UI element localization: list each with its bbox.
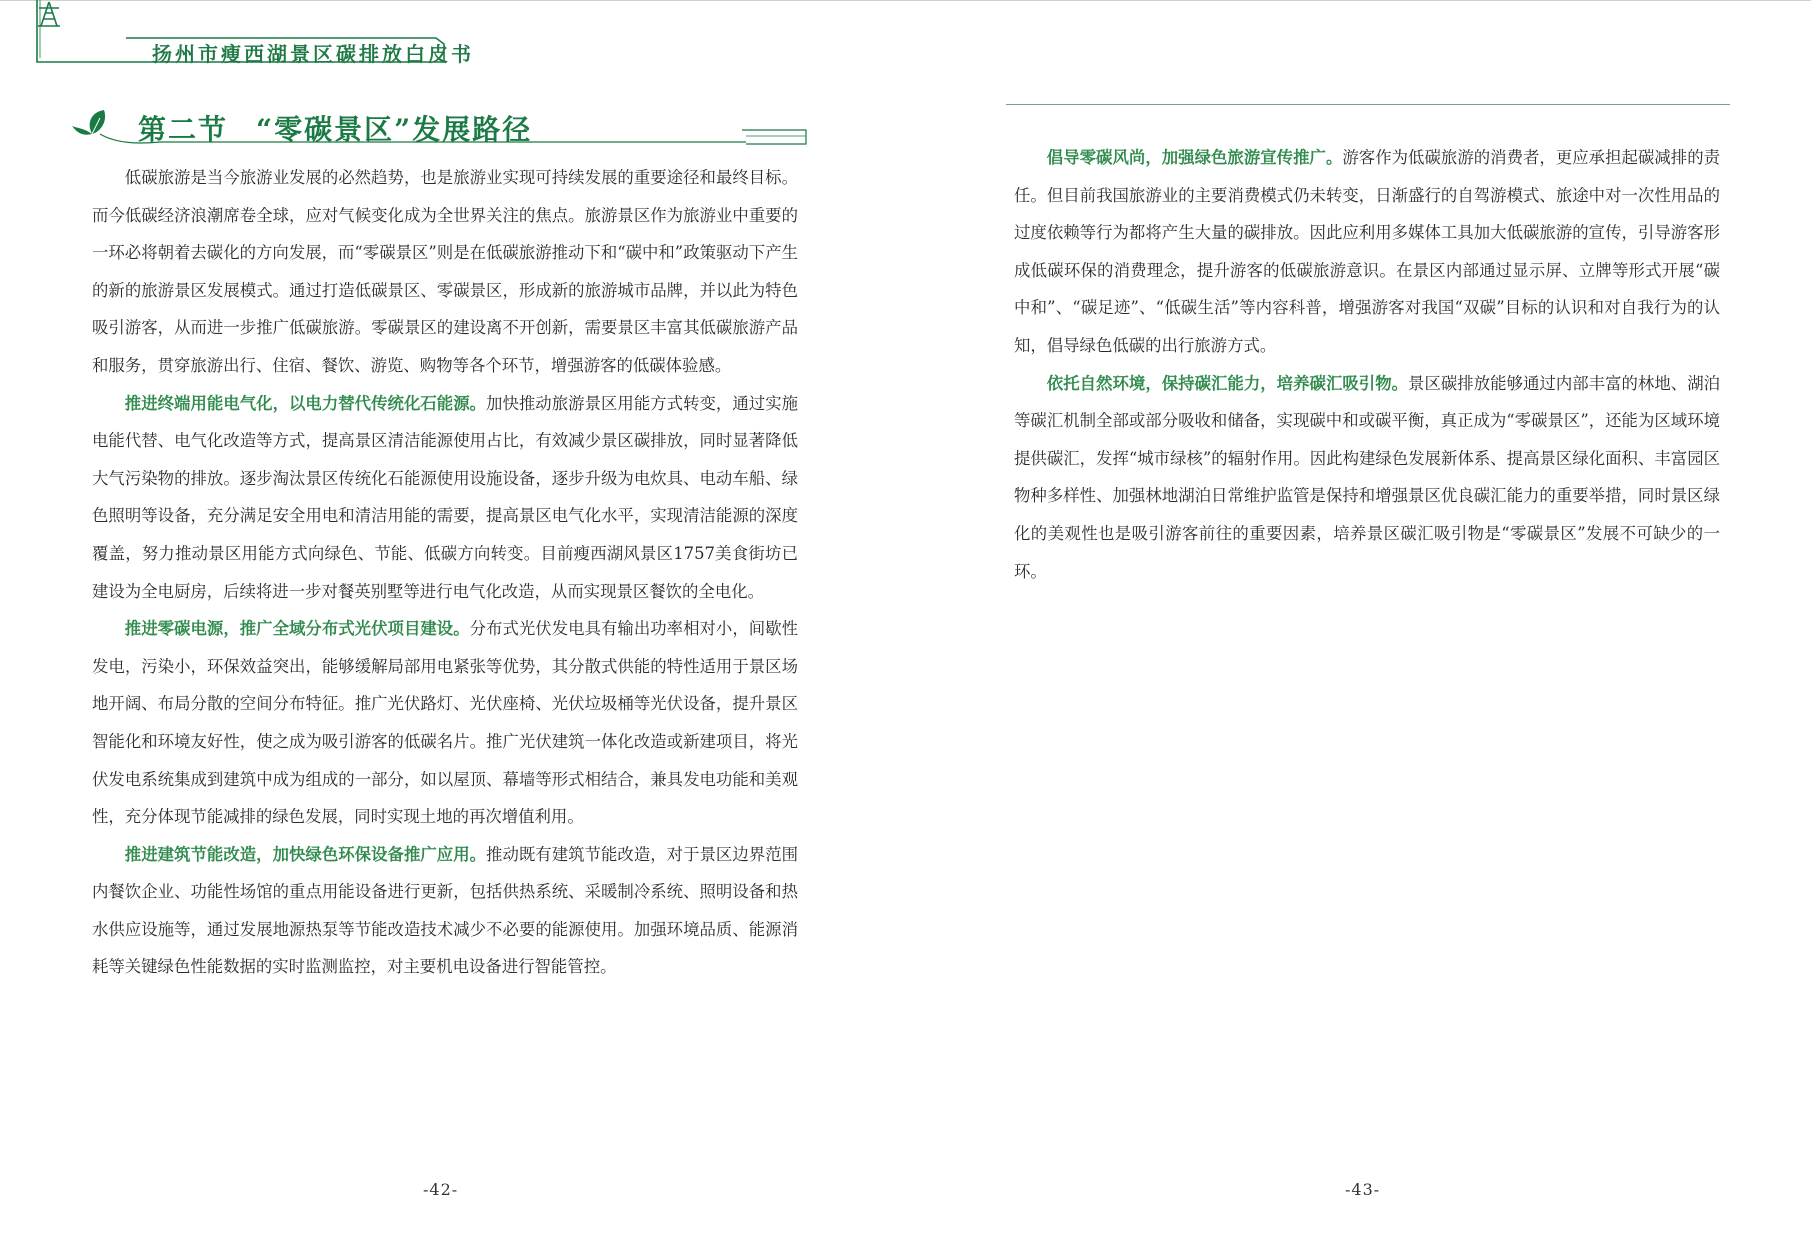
running-header <box>36 0 474 66</box>
tower-logo-icon <box>36 0 62 28</box>
paragraph-lead: 推进零碳电源，推广全域分布式光伏项目建设。 <box>124 619 470 639</box>
section-title <box>138 108 532 148</box>
paragraph-lead: 推进终端用能电气化，以电力替代传统化石能源。 <box>124 393 487 413</box>
right-page-body <box>1014 139 1720 590</box>
paragraph <box>1014 139 1720 365</box>
paragraph-text: 推动既有建筑节能改造，对于景区边界范围内餐饮企业、功能性场馆的重点用能设备进行更新，包括供热系统、采暖制冷系统、照明设备和热水供应设施等，通过发展地源热泵等节能改造技术减少不必要的能源使用。加强环境品质、能源消耗等关键绿色性能数据的实时监测监控，对主要机电设备进行智能管控。 <box>92 844 799 977</box>
paragraph-text: 低碳旅游是当今旅游业发展的必然趋势，也是旅游业实现可持续发展的重要途径和最终目标。而今低碳经济浪潮席卷全球，应对气候变化成为全世界关注的焦点。旅游景区作为旅游业中重要的一环必将朝着去碳化的方向发展，而“零碳景区”则是在低碳旅游推动下和“碳中和”政策驱动下产生的新的旅游景区发展模式。通过打造低碳景区、零碳景区，形成新的旅游城市品牌，并以此为特色吸引游客，从而进一步推广低碳旅游。零碳景区的建设离不开创新，需要景区丰富其低碳旅游产品和服务，贯穿旅游出行、住宿、餐饮、游览、购物等各个环节，增强游客的低碳体验感。 <box>92 168 798 375</box>
right-page-top-rule <box>1006 104 1730 105</box>
paragraph-text: 加快推动旅游景区用能方式转变，通过实施电能代替、电气化改造等方式，提高景区清洁能源使用占比，有效减少景区碳排放，同时显著降低大气污染物的排放。逐步淘汰景区传统化石能源使用设施设备，逐步升级为电炊具、电动车船、绿色照明等设备，充分满足安全用电和清洁用能的需要，提高景区电气化水平，实现清洁能源的深度覆盖，努力推动景区用能方式向绿色、节能、低碳方向转变。目前瘦西湖风景区1757美食街坊已建设为全电厨房，后续将进一步对餐英别墅等进行电气化改造，从而实现景区餐饮的全电化。 <box>92 393 799 601</box>
section-name: “零碳景区”发展路径 <box>256 113 533 146</box>
paragraph <box>92 836 798 986</box>
paragraph <box>1014 365 1720 591</box>
section-heading <box>70 104 810 152</box>
document-title: 扬州市瘦西湖景区碳排放白皮书 <box>152 42 474 66</box>
paragraph-text: 游客作为低碳旅游的消费者，更应承担起碳减排的责任。但目前我国旅游业的主要消费模式仍未转变，日渐盛行的自驾游模式、旅途中对一次性用品的过度依赖等行为都将产生大量的碳排放。因此应利用多媒体工具加大低碳旅游的宣传，引导游客形成低碳环保的消费理念，提升游客的低碳旅游意识。在景区内部通过显示屏、立牌等形式开展“碳中和”、“碳足迹”、“低碳生活”等内容科普，增强游客对我国“双碳”目标的认识和对自我行为的认知，倡导绿色低碳的出行旅游方式。 <box>1014 148 1721 355</box>
paragraph-text: 景区碳排放能够通过内部丰富的林地、湖泊等碳汇机制全部或部分吸收和储备，实现碳中和或碳平衡，真正成为“零碳景区”，还能为区域环境提供碳汇，发挥“城市绿核”的辐射作用。因此构建绿色发展新体系、提高景区绿化面积、丰富园区物种多样性、加强林地湖泊日常维护监管是保持和增强景区优良碳汇能力的重要举措，同时景区绿化的美观性也是吸引游客前往的重要因素，培养景区碳汇吸引物是“零碳景区”发展不可缺少的一环。 <box>1014 373 1721 581</box>
paragraph-text: 分布式光伏发电具有输出功率相对小，间歇性发电，污染小，环保效益突出，能够缓解局部用电紧张等优势，其分散式供能的特性适用于景区场地开阔、布局分散的空间分布特征。推广光伏路灯、光伏座椅、光伏垃圾桶等光伏设备，提升景区智能化和环境友好性，使之成为吸引游客的低碳名片。推广光伏建筑一体化改造或新建项目，将光伏发电系统集成到建筑中成为组成的一部分，如以屋顶、幕墙等形式相结合，兼具发电功能和美观性，充分体现节能减排的绿色发展，同时实现土地的再次增值利用。 <box>92 619 799 827</box>
paragraph-lead: 推进建筑节能改造，加快绿色环保设备推广应用。 <box>124 844 487 864</box>
page-number-left: -42- <box>423 1180 459 1199</box>
paragraph <box>92 159 798 385</box>
left-page-body <box>92 159 798 986</box>
leaf-icon <box>70 104 130 144</box>
paragraph-lead: 倡导零碳风尚，加强绿色旅游宣传推广。 <box>1046 148 1343 167</box>
paragraph-lead: 依托自然环境，保持碳汇能力，培养碳汇吸引物。 <box>1046 373 1409 393</box>
paragraph <box>92 385 798 611</box>
paragraph <box>92 610 798 836</box>
section-number: 第二节 <box>138 113 229 146</box>
page-number-right: -43- <box>1345 1180 1381 1199</box>
